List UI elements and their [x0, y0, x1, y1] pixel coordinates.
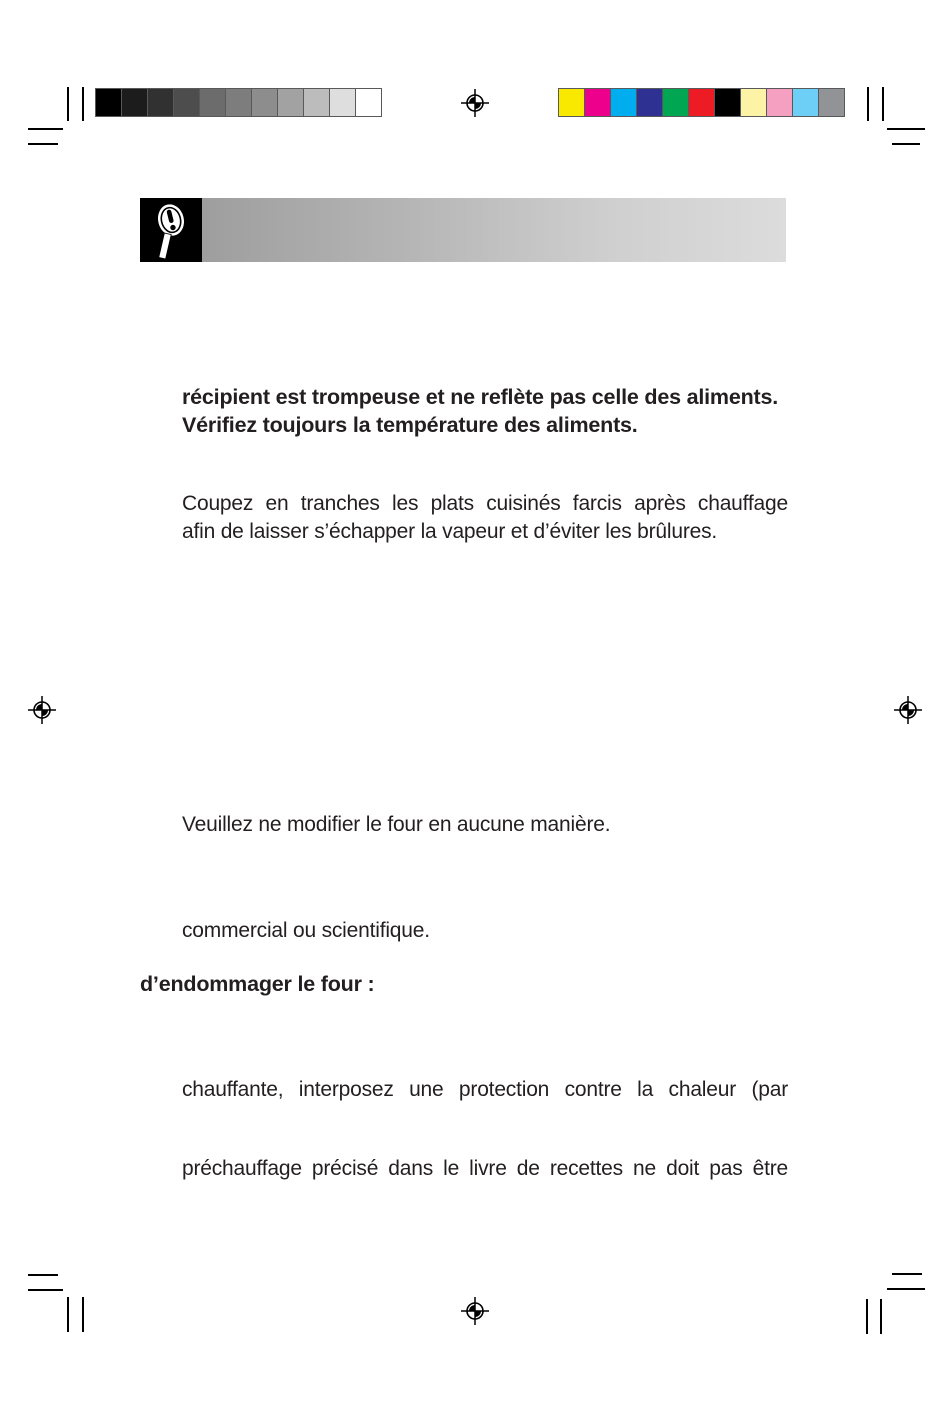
crop-mark	[892, 1273, 922, 1275]
color-calibration-bar	[558, 88, 845, 117]
color-swatch	[818, 88, 845, 117]
registration-mark-top-icon	[460, 88, 490, 118]
color-swatch	[225, 88, 252, 117]
crop-mark	[82, 1297, 84, 1332]
crop-mark	[28, 128, 63, 130]
color-swatch	[355, 88, 382, 117]
crop-mark	[887, 1288, 925, 1290]
header-icon-square	[140, 198, 202, 262]
registration-mark-bottom-icon	[460, 1296, 490, 1326]
registration-mark-right-icon	[893, 695, 923, 725]
color-swatch	[121, 88, 148, 117]
color-swatch	[636, 88, 663, 117]
text-line-coupez: Coupez en tranches les plats cuisinés farcis après chauffage	[182, 492, 788, 515]
color-swatch	[173, 88, 200, 117]
color-swatch	[792, 88, 819, 117]
text-line-prechauffage: préchauffage précisé dans le livre de recettes ne doit pas être	[182, 1157, 788, 1180]
color-swatch	[329, 88, 356, 117]
color-swatch	[558, 88, 585, 117]
crop-mark	[28, 143, 58, 145]
text-line-vapeur: afin de laisser s’échapper la vapeur et d’éviter les brûlures.	[182, 520, 718, 543]
color-swatch	[199, 88, 226, 117]
text-line-modifier: Veuillez ne modifier le four en aucune manière.	[182, 813, 611, 836]
color-swatch	[303, 88, 330, 117]
color-swatch	[714, 88, 741, 117]
text-line-warning-2: Vérifiez toujours la température des aliments.	[182, 413, 638, 437]
text-line-commercial: commercial ou scientifique.	[182, 919, 430, 942]
header-gradient-banner	[202, 198, 786, 262]
crop-mark	[82, 87, 84, 121]
crop-mark	[867, 87, 869, 121]
magnifier-exclamation-icon	[140, 198, 202, 262]
crop-mark	[28, 1274, 58, 1276]
crop-mark	[880, 1299, 882, 1334]
color-swatch	[610, 88, 637, 117]
color-swatch	[766, 88, 793, 117]
color-swatch	[662, 88, 689, 117]
color-swatch	[277, 88, 304, 117]
crop-mark	[887, 128, 925, 130]
crop-mark	[67, 87, 69, 121]
registration-mark-left-icon	[27, 695, 57, 725]
crop-mark	[882, 87, 884, 121]
color-swatch	[740, 88, 767, 117]
crop-mark	[866, 1299, 868, 1334]
text-line-chauffante: chauffante, interposez une protection contre la chaleur (par	[182, 1078, 788, 1101]
grayscale-calibration-bar	[95, 88, 382, 117]
crop-mark	[892, 143, 920, 145]
text-line-endommager: d’endommager le four :	[140, 972, 375, 996]
color-swatch	[251, 88, 278, 117]
color-swatch	[147, 88, 174, 117]
color-swatch	[95, 88, 122, 117]
crop-mark	[28, 1289, 63, 1291]
crop-mark	[67, 1297, 69, 1332]
text-line-warning-1: récipient est trompeuse et ne reflète pas celle des aliments.	[182, 385, 779, 409]
color-swatch	[584, 88, 611, 117]
color-swatch	[688, 88, 715, 117]
